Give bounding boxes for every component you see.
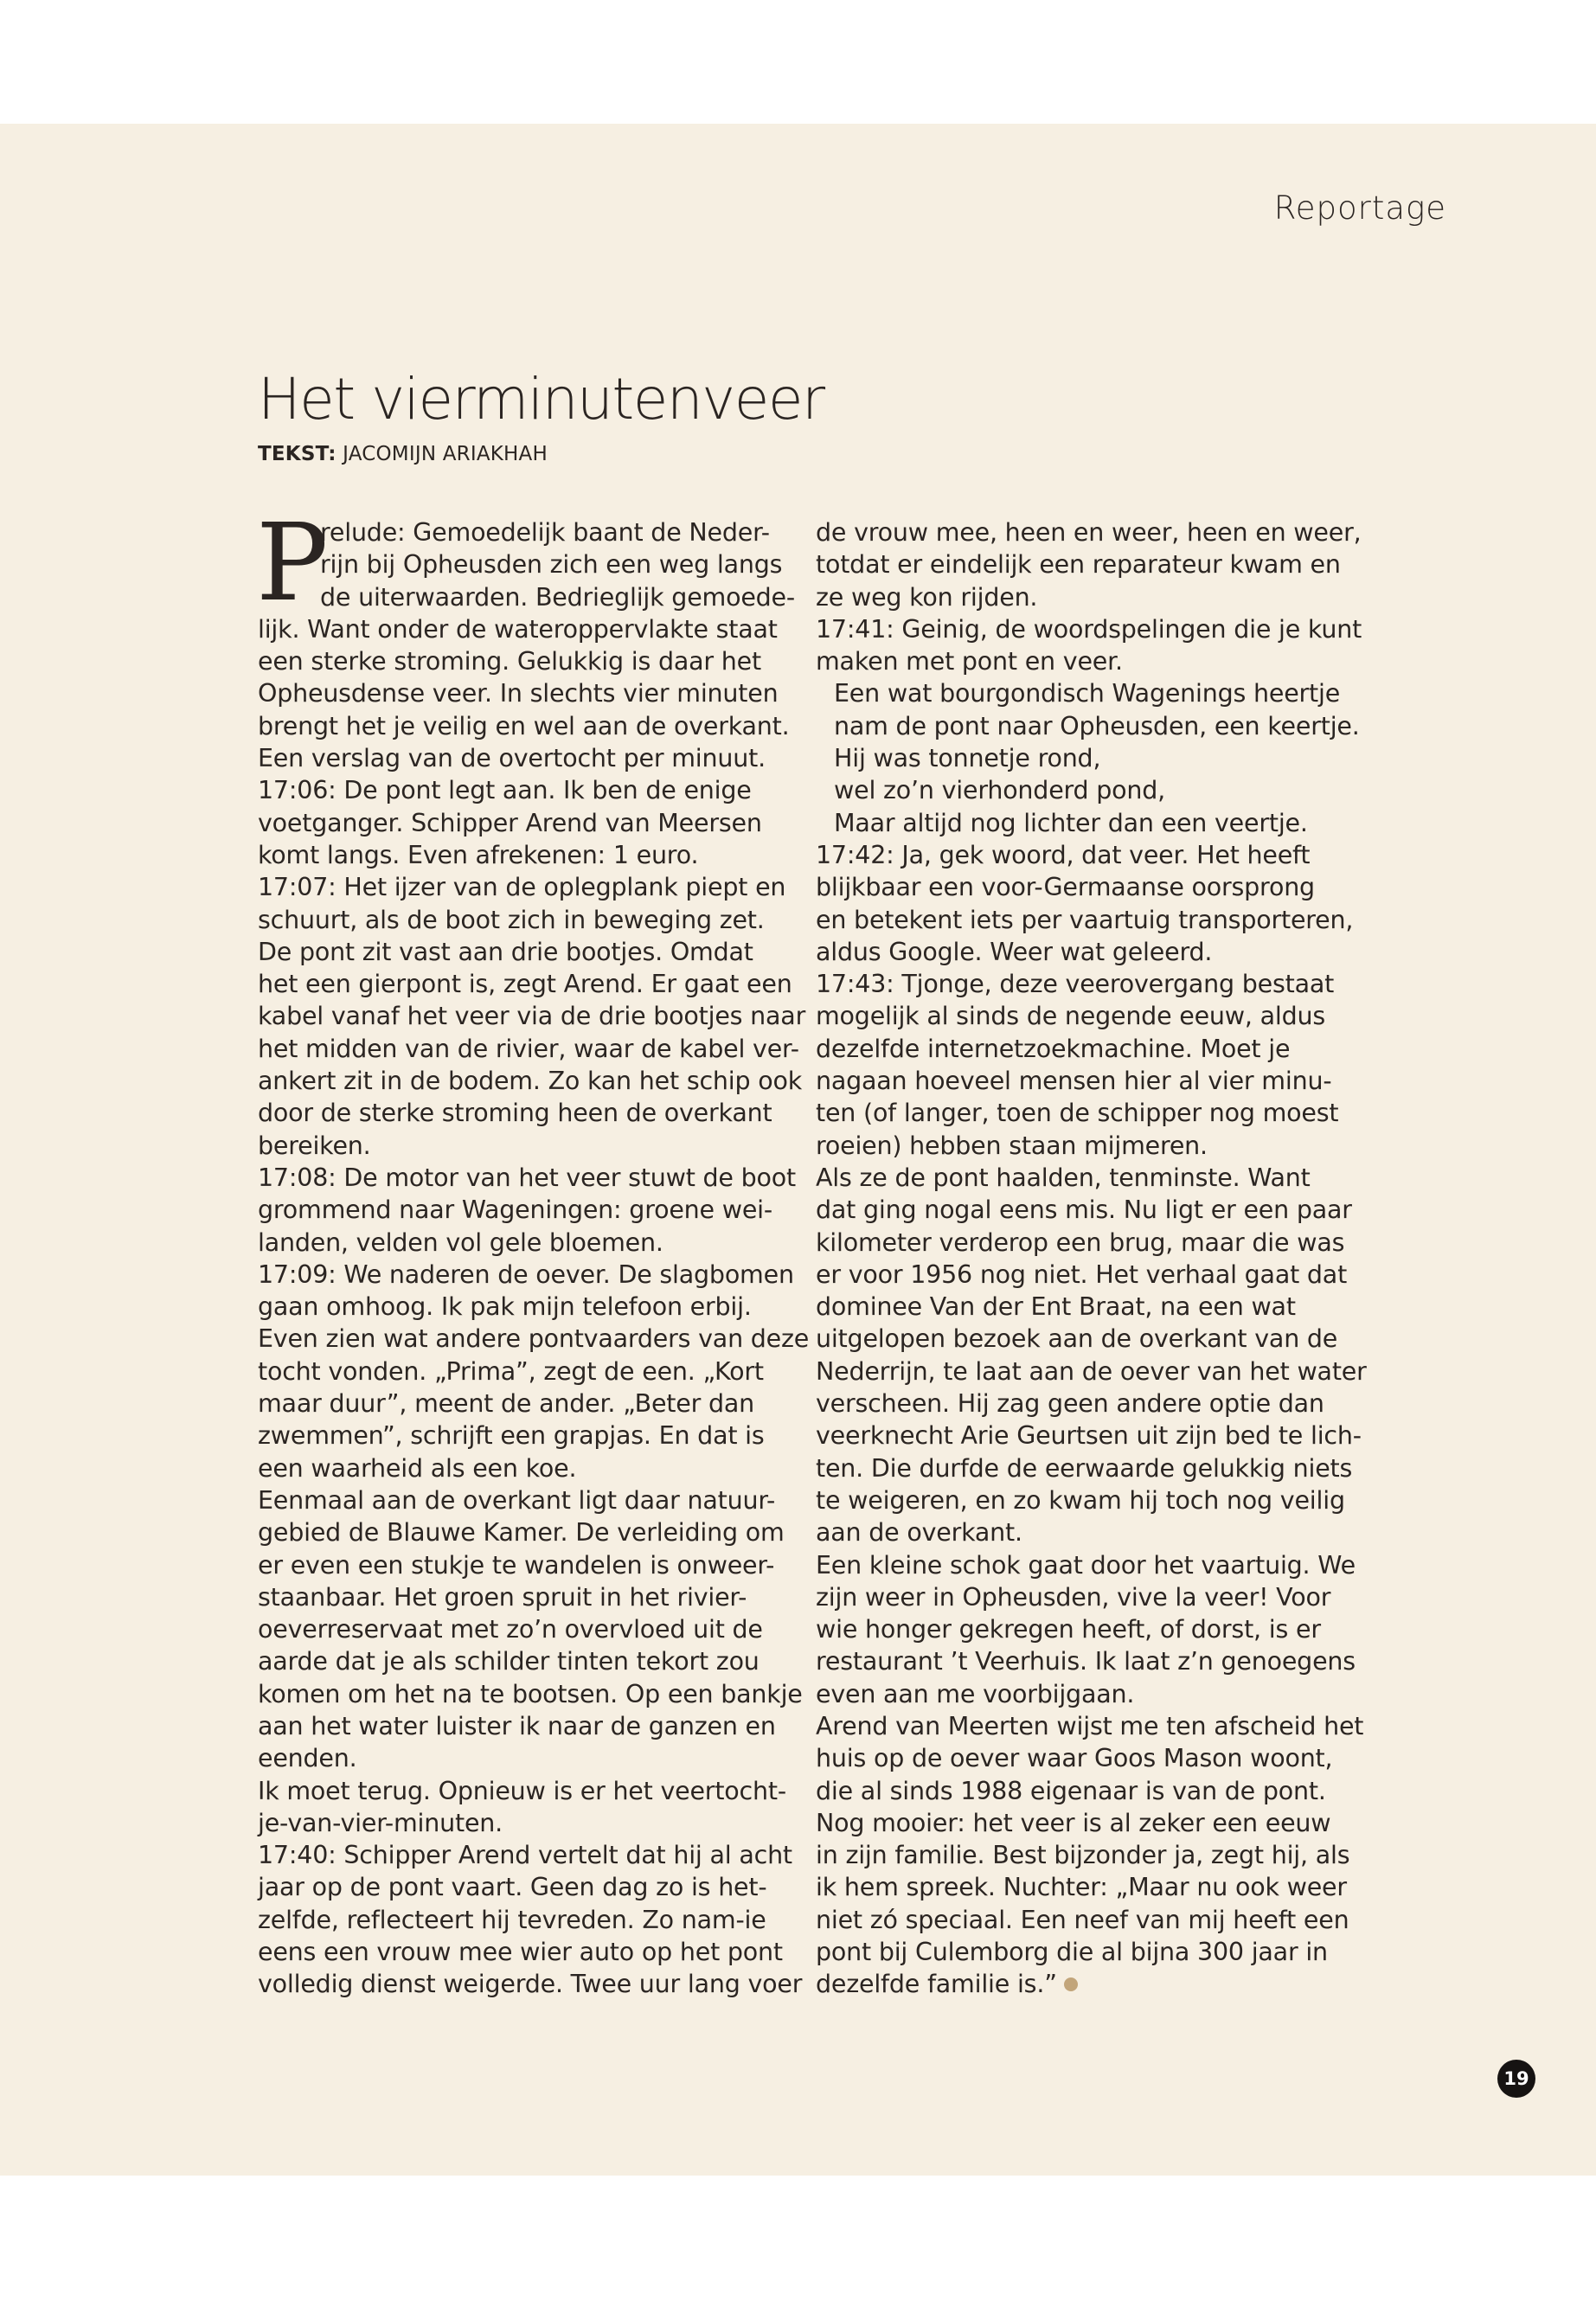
byline-author: JACOMIJN ARIAKHAH xyxy=(343,443,548,465)
text-line: blijkbaar een voor-Germaanse oorsprong xyxy=(816,873,1315,902)
text-line: de uiterwaarden. Bedrieglijk gemoede- xyxy=(320,582,795,612)
end-mark-icon xyxy=(1064,1977,1078,1991)
text-line: nagaan hoeveel mensen hier al vier minu- xyxy=(816,1067,1332,1096)
text-line: dominee Van der Ent Braat, na een wat xyxy=(816,1292,1296,1322)
text-line: wie honger gekregen heeft, of dorst, is er xyxy=(816,1615,1321,1644)
text-line: door de sterke stroming heen de overkant xyxy=(258,1099,772,1128)
text-line: en betekent iets per vaartuig transporteren, xyxy=(816,905,1354,934)
text-line: eenden. xyxy=(258,1744,357,1773)
text-line: aan het water luister ik naar de ganzen en xyxy=(258,1711,776,1740)
text-line: komen om het na te bootsen. Op een bankje xyxy=(258,1679,803,1708)
text-line: het een gierpont is, zegt Arend. Er gaat een xyxy=(258,970,792,999)
text-line: een waarheid als een koe. xyxy=(258,1453,577,1483)
text-line: Als ze de pont haalden, tenminste. Want xyxy=(816,1163,1311,1192)
text-line: huis op de oever waar Goos Mason woont, xyxy=(816,1744,1333,1773)
text-line: tocht vonden. „Prima”, zegt de een. „Kort xyxy=(258,1356,764,1386)
text-line: gaan omhoog. Ik pak mijn telefoon erbij. xyxy=(258,1292,752,1322)
text-line: bereiken. xyxy=(258,1131,371,1160)
text-line: Nog mooier: het veer is al zeker een eeuw xyxy=(816,1808,1331,1837)
text-line: die al sinds 1988 eigenaar is van de pont. xyxy=(816,1776,1326,1805)
text-line: voetganger. Schipper Arend van Meersen xyxy=(258,808,762,837)
column-left xyxy=(256,501,810,2001)
text-line: het midden van de rivier, waar de kabel ver- xyxy=(258,1034,799,1063)
poem xyxy=(816,677,1360,838)
text-line: restaurant ’t Veerhuis. Ik laat z’n genoegens xyxy=(816,1647,1356,1676)
last-line-text: dezelfde familie is.” xyxy=(816,1970,1057,1999)
text-line: aldus Google. Weer wat geleerd. xyxy=(816,937,1213,966)
text-line: staanbaar. Het groen spruit in het rivier- xyxy=(258,1582,747,1612)
text-line: er voor 1956 nog niet. Het verhaal gaat dat xyxy=(816,1259,1348,1289)
text-line: rijn bij Opheusden zich een weg langs xyxy=(320,550,783,580)
text-line: jaar op de pont vaart. Geen dag zo is het- xyxy=(258,1873,767,1902)
article-title: Het vierminutenveer xyxy=(258,366,824,433)
text-line: ankert zit in de bodem. Zo kan het schip ook xyxy=(258,1067,803,1096)
text-line: lijk. Want onder de wateroppervlakte staat xyxy=(258,614,778,644)
text-line: er even een stukje te wandelen is onweer- xyxy=(258,1550,775,1580)
text-line: oeverreservaat met zo’n overvloed uit de xyxy=(258,1615,763,1644)
text-line: roeien) hebben staan mijmeren. xyxy=(816,1131,1208,1160)
text-line: ten. Die durfde de eerwaarde gelukkig niets xyxy=(816,1453,1353,1483)
text-line: Nederrijn, te laat aan de oever van het water xyxy=(816,1356,1367,1386)
text-line: schuurt, als de boot zich in beweging zet. xyxy=(258,905,765,934)
text-line: relude: Gemoedelijk baant de Neder- xyxy=(320,518,770,547)
text-line: Arend van Meerten wijst me ten afscheid het xyxy=(816,1711,1364,1740)
text-line: Een kleine schok gaat door het vaartuig. We xyxy=(816,1550,1356,1580)
text-line: landen, velden vol gele bloemen. xyxy=(258,1227,663,1257)
text-line: Opheusdense veer. In slechts vier minuten xyxy=(258,679,779,708)
left-column-lines xyxy=(258,613,810,2001)
text-line: wel zo’n vierhonderd pond, xyxy=(834,776,1166,805)
text-line: Maar altijd nog lichter dan een veertje. xyxy=(834,808,1308,837)
text-line: dat ging nogal eens mis. Nu ligt er een paar xyxy=(816,1195,1352,1225)
text-line: Even zien wat andere pontvaarders van deze xyxy=(258,1324,810,1354)
text-line: veerknecht Arie Geurtsen uit zijn bed te lich- xyxy=(816,1421,1362,1451)
text-line: even aan me voorbijgaan. xyxy=(816,1679,1135,1708)
text-line: verscheen. Hij zag geen andere optie dan xyxy=(816,1389,1324,1419)
text-line: pont bij Culemborg die al bijna 300 jaar in xyxy=(816,1938,1328,1967)
text-line: gebied de Blauwe Kamer. De verleiding om xyxy=(258,1518,785,1548)
text-line: De pont zit vast aan drie bootjes. Omdat xyxy=(258,937,753,966)
text-line: in zijn familie. Best bijzonder ja, zegt hij, als xyxy=(816,1841,1350,1870)
byline-label: TEKST: xyxy=(258,443,337,465)
text-line: aan de overkant. xyxy=(816,1518,1022,1548)
text-line: maken met pont en veer. xyxy=(816,647,1123,676)
text-line: totdat er eindelijk een reparateur kwam en xyxy=(816,550,1341,580)
text-line: 17:07: Het ijzer van de oplegplank piept en xyxy=(258,873,786,902)
text-line: zijn weer in Opheusden, vive la veer! Voor xyxy=(816,1582,1331,1612)
section-label: Reportage xyxy=(1273,189,1446,227)
dropcap-letter: P xyxy=(256,501,329,625)
text-line: Een wat bourgondisch Wagenings heertje xyxy=(834,679,1341,708)
text-line: Eenmaal aan de overkant ligt daar natuur- xyxy=(258,1485,776,1515)
text-line: aarde dat je als schilder tinten tekort zou xyxy=(258,1647,760,1676)
text-line: Hij was tonnetje rond, xyxy=(834,744,1101,773)
text-line: zelfde, reflecteert hij tevreden. Zo nam-ie xyxy=(258,1905,766,1934)
text-line: kabel vanaf het veer via de drie bootjes naar xyxy=(258,1002,806,1031)
text-line: de vrouw mee, heen en weer, heen en weer, xyxy=(816,518,1362,547)
text-line: zwemmen”, schrijft een grapjas. En dat is xyxy=(258,1421,765,1451)
text-line: grommend naar Wageningen: groene wei- xyxy=(258,1195,772,1225)
text-line: 17:40: Schipper Arend vertelt dat hij al acht xyxy=(258,1841,792,1870)
text-line: ten (of langer, toen de schipper nog moest xyxy=(816,1099,1339,1128)
text-line-last xyxy=(816,1968,1343,2000)
text-line: 17:09: We naderen de oever. De slagbomen xyxy=(258,1259,794,1289)
text-line: komt langs. Even afrekenen: 1 euro. xyxy=(258,840,699,869)
dropcap-paragraph xyxy=(256,501,795,625)
text-line: 17:43: Tjonge, deze veerovergang bestaat xyxy=(816,970,1335,999)
text-line: ze weg kon rijden. xyxy=(816,582,1038,612)
dropcap-lines xyxy=(258,516,795,613)
text-line: 17:42: Ja, gek woord, dat veer. Het heeft xyxy=(816,840,1311,869)
text-line: 17:08: De motor van het veer stuwt de boot xyxy=(258,1163,796,1192)
text-line: te weigeren, en zo kwam hij toch nog veilig xyxy=(816,1485,1345,1515)
text-line: brengt het je veilig en wel aan de overkant. xyxy=(258,711,790,740)
text-line: 17:41: Geinig, de woordspelingen die je kunt xyxy=(816,614,1362,644)
text-line: eens een vrouw mee wier auto op het pont xyxy=(258,1938,783,1967)
text-line: Ik moet terug. Opnieuw is er het veertocht- xyxy=(258,1776,786,1805)
text-line: Een verslag van de overtocht per minuut. xyxy=(258,744,766,773)
right-column-lines-a xyxy=(816,516,1362,677)
text-line: nam de pont naar Opheusden, een keertje. xyxy=(834,711,1360,740)
text-line: ik hem spreek. Nuchter: „Maar nu ook weer xyxy=(816,1873,1347,1902)
text-line: 17:06: De pont legt aan. Ik ben de enige xyxy=(258,776,752,805)
text-line: een sterke stroming. Gelukkig is daar het xyxy=(258,647,761,676)
byline xyxy=(258,443,548,465)
text-line: kilometer verderop een brug, maar die was xyxy=(816,1227,1345,1257)
text-line: niet zó speciaal. Een neef van mij heeft een xyxy=(816,1905,1349,1934)
text-line: maar duur”, meent de ander. „Beter dan xyxy=(258,1389,755,1419)
page-number-badge: 19 xyxy=(1497,2060,1535,2098)
text-line: volledig dienst weigerde. Twee uur lang voer xyxy=(258,1970,803,1999)
text-line: je-van-vier-minuten. xyxy=(258,1808,503,1837)
text-line: mogelijk al sinds de negende eeuw, aldus xyxy=(816,1002,1326,1031)
right-column-lines-b xyxy=(816,839,1367,1968)
column-right xyxy=(816,516,1367,2001)
text-line: uitgelopen bezoek aan de overkant van de xyxy=(816,1324,1338,1354)
text-line: dezelfde internetzoekmachine. Moet je xyxy=(816,1034,1291,1063)
